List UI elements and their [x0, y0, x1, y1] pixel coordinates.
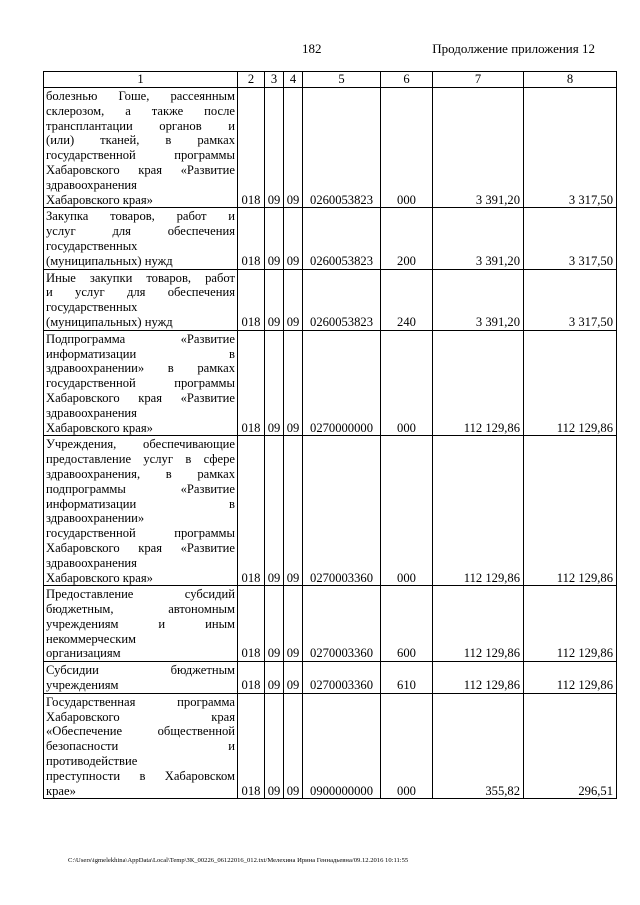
- description-line: Иные закупки товаров, работ: [46, 270, 235, 285]
- description-line: «Обеспечение общественной: [46, 724, 235, 739]
- amount-planned: 3 391,20: [433, 269, 524, 330]
- subsection-code: 09: [284, 586, 303, 662]
- amount-planned: 3 391,20: [433, 88, 524, 208]
- column-header: 5: [303, 72, 381, 88]
- description-line: болезнью Гоше, рассеянным: [46, 89, 235, 103]
- section-code: 09: [265, 586, 284, 662]
- description-line: здравоохранения: [46, 555, 137, 570]
- description-line: информатизации в: [46, 496, 235, 511]
- column-header: 2: [238, 72, 265, 88]
- description-line: Закупка товаров, работ и: [46, 209, 235, 224]
- description-line: государственной программы: [46, 376, 235, 391]
- description-line: государственных: [46, 238, 138, 253]
- section-code: 09: [265, 330, 284, 436]
- description-line: здравоохранения: [46, 405, 137, 420]
- description-line: Хабаровского края «Развитие: [46, 162, 235, 177]
- description-line: подпрограммы «Развитие: [46, 481, 235, 496]
- description-line: (муниципальных) нужд: [46, 314, 173, 329]
- subsection-code: 09: [284, 330, 303, 436]
- target-article-code: 0270003360: [303, 586, 381, 662]
- expense-type-code: 600: [381, 586, 433, 662]
- amount-executed: 3 317,50: [524, 269, 617, 330]
- column-header: 1: [44, 72, 238, 88]
- subsection-code: 09: [284, 436, 303, 586]
- ministry-code: 018: [238, 269, 265, 330]
- description-line: здравоохранения, в рамках: [46, 466, 235, 481]
- description-line: предоставление услуг в сфере: [46, 452, 235, 467]
- section-code: 09: [265, 208, 284, 269]
- description-line: организациям: [46, 646, 121, 661]
- column-header: 6: [381, 72, 433, 88]
- description-line: услуг для обеспечения: [46, 224, 235, 239]
- description-line: Хабаровского края»: [46, 192, 153, 207]
- subsection-code: 09: [284, 693, 303, 799]
- amount-executed: 112 129,86: [524, 330, 617, 436]
- description-line: Подпрограмма «Развитие: [46, 331, 235, 346]
- column-header: 7: [433, 72, 524, 88]
- description-line: информатизации в: [46, 346, 235, 361]
- description-line: крае»: [46, 783, 76, 798]
- ministry-code: 018: [238, 88, 265, 208]
- description-line: Хабаровского края: [46, 709, 235, 724]
- ministry-code: 018: [238, 693, 265, 799]
- description-line: государственной программы: [46, 148, 235, 163]
- description-line: здравоохранения: [46, 177, 137, 192]
- subsection-code: 09: [284, 662, 303, 694]
- ministry-code: 018: [238, 662, 265, 694]
- description-line: некоммерческим: [46, 631, 137, 646]
- description-line: (или) тканей, в рамках: [46, 133, 235, 148]
- target-article-code: 0270003360: [303, 436, 381, 586]
- target-article-code: 0270000000: [303, 330, 381, 436]
- table-row: [44, 586, 617, 662]
- ministry-code: 018: [238, 436, 265, 586]
- table-row: [44, 208, 617, 269]
- description-line: государственной программы: [46, 526, 235, 541]
- amount-executed: 112 129,86: [524, 436, 617, 586]
- table-row: [44, 330, 617, 436]
- expense-type-code: 000: [381, 693, 433, 799]
- row-description: [44, 662, 238, 694]
- expense-type-code: 000: [381, 88, 433, 208]
- continuation-label: Продолжение приложения 12: [432, 41, 595, 56]
- section-code: 09: [265, 693, 284, 799]
- row-description: [44, 693, 238, 799]
- amount-planned: 355,82: [433, 693, 524, 799]
- description-line: Государственная программа: [46, 694, 235, 709]
- ministry-code: 018: [238, 586, 265, 662]
- description-line: трансплантации органов и: [46, 118, 235, 133]
- row-description: [44, 586, 238, 662]
- description-line: Субсидии бюджетным: [46, 663, 235, 678]
- section-code: 09: [265, 436, 284, 586]
- target-article-code: 0900000000: [303, 693, 381, 799]
- column-header: 4: [284, 72, 303, 88]
- table-header-row: [44, 72, 617, 88]
- table-row: [44, 436, 617, 586]
- subsection-code: 09: [284, 208, 303, 269]
- subsection-code: 09: [284, 269, 303, 330]
- expense-type-code: 200: [381, 208, 433, 269]
- amount-planned: 112 129,86: [433, 586, 524, 662]
- footer-file-path: C:\Users\igmelekhina\AppData\Local\Temp\ЗК_00226_06122016_012.txt/Мелехина Ирина Геннадьевна/09.12.2016 10:11:55: [68, 857, 409, 864]
- amount-planned: 112 129,86: [433, 436, 524, 586]
- column-header: 3: [265, 72, 284, 88]
- expense-type-code: 000: [381, 330, 433, 436]
- description-line: бюджетным, автономным: [46, 602, 235, 617]
- row-description: [44, 436, 238, 586]
- row-description: [44, 330, 238, 436]
- description-line: Учреждения, обеспечивающие: [46, 437, 235, 452]
- expense-type-code: 000: [381, 436, 433, 586]
- column-header: 8: [524, 72, 617, 88]
- description-line: склерозом, а также после: [46, 103, 235, 118]
- description-line: и услуг для обеспечения: [46, 285, 235, 300]
- description-line: Хабаровского края «Развитие: [46, 390, 235, 405]
- description-line: Хабаровского края»: [46, 420, 153, 435]
- row-description: [44, 208, 238, 269]
- description-line: (муниципальных) нужд: [46, 253, 173, 268]
- target-article-code: 0270003360: [303, 662, 381, 694]
- ministry-code: 018: [238, 208, 265, 269]
- table-row: [44, 662, 617, 694]
- section-code: 09: [265, 88, 284, 208]
- row-description: [44, 269, 238, 330]
- table-row: [44, 88, 617, 208]
- amount-executed: 112 129,86: [524, 586, 617, 662]
- page-number: 182: [302, 41, 322, 56]
- expense-type-code: 240: [381, 269, 433, 330]
- expense-type-code: 610: [381, 662, 433, 694]
- table-row: [44, 269, 617, 330]
- section-code: 09: [265, 269, 284, 330]
- target-article-code: 0260053823: [303, 208, 381, 269]
- amount-executed: 3 317,50: [524, 88, 617, 208]
- target-article-code: 0260053823: [303, 269, 381, 330]
- table-row: [44, 693, 617, 799]
- amount-executed: 296,51: [524, 693, 617, 799]
- description-line: Предоставление субсидий: [46, 587, 235, 602]
- ministry-code: 018: [238, 330, 265, 436]
- description-line: здравоохранении»: [46, 511, 145, 526]
- target-article-code: 0260053823: [303, 88, 381, 208]
- description-line: учреждениям и иным: [46, 616, 235, 631]
- row-description: [44, 88, 238, 208]
- description-line: здравоохранении» в рамках: [46, 361, 235, 376]
- amount-executed: 112 129,86: [524, 662, 617, 694]
- description-line: учреждениям: [46, 678, 119, 693]
- subsection-code: 09: [284, 88, 303, 208]
- description-line: Хабаровского края»: [46, 570, 153, 585]
- amount-planned: 3 391,20: [433, 208, 524, 269]
- amount-planned: 112 129,86: [433, 330, 524, 436]
- description-line: противодействие: [46, 754, 138, 769]
- description-line: преступности в Хабаровском: [46, 768, 235, 783]
- amount-executed: 3 317,50: [524, 208, 617, 269]
- amount-planned: 112 129,86: [433, 662, 524, 694]
- budget-table: [43, 71, 617, 799]
- description-line: Хабаровского края «Развитие: [46, 540, 235, 555]
- description-line: безопасности и: [46, 739, 235, 754]
- section-code: 09: [265, 662, 284, 694]
- description-line: государственных: [46, 300, 138, 315]
